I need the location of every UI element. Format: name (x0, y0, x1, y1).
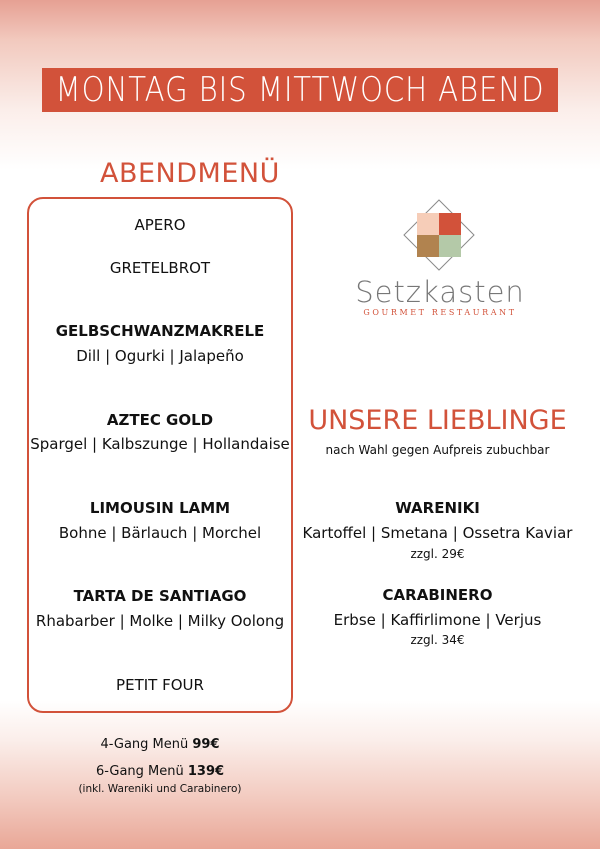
menu-gretelbrot: GRETELBROT (109, 259, 211, 277)
price-4-gang-label: 4-Gang Menü (100, 737, 193, 752)
favorite-2-price: zzgl. 34€ (410, 633, 465, 647)
menu-apero: APERO (134, 216, 186, 234)
course-3-desc: Bohne | Bärlauch | Morchel (58, 524, 262, 542)
favorites-note: nach Wahl gegen Aufpreis zubuchbar (325, 443, 550, 457)
favorite-1-desc: Kartoffel | Smetana | Ossetra Kaviar (302, 524, 573, 542)
price-6-gang-note: (inkl. Wareniki und Carabinero) (78, 783, 242, 795)
setzkasten-logo-icon (403, 199, 475, 271)
course-2-desc: Spargel | Kalbszunge | Hollandaise (30, 435, 290, 453)
favorite-2-desc: Erbse | Kaffirlimone | Verjus (333, 611, 542, 629)
course-3-name: LIMOUSIN LAMM (89, 499, 231, 517)
price-4-gang (27, 736, 293, 754)
price-4-gang-value: 99€ (192, 737, 220, 752)
favorite-1-name: WARENIKI (395, 499, 480, 517)
price-6-gang-label: 6-Gang Menü (95, 764, 188, 779)
page-banner: MONTAG BIS MITTWOCH ABEND (42, 68, 558, 112)
price-6-gang (27, 763, 293, 781)
course-1-name: GELBSCHWANZMAKRELE (55, 322, 265, 340)
brand-name: Setzkasten (355, 275, 525, 309)
course-2-name: AZTEC GOLD (106, 411, 214, 429)
favorite-2-name: CARABINERO (382, 586, 493, 604)
price-6-gang-value: 139€ (187, 764, 225, 779)
favorites-title: UNSERE LIEBLINGE (308, 405, 567, 436)
course-4-name: TARTA DE SANTIAGO (73, 587, 247, 605)
course-4-desc: Rhabarber | Molke | Milky Oolong (35, 612, 285, 630)
menu-petit-four: PETIT FOUR (116, 676, 204, 694)
favorite-1-price: zzgl. 29€ (410, 547, 465, 561)
brand-subtitle: GOURMET RESTAURANT (363, 308, 517, 317)
abendmenu-title: ABENDMENÜ (100, 158, 280, 189)
course-1-desc: Dill | Ogurki | Jalapeño (76, 347, 244, 365)
